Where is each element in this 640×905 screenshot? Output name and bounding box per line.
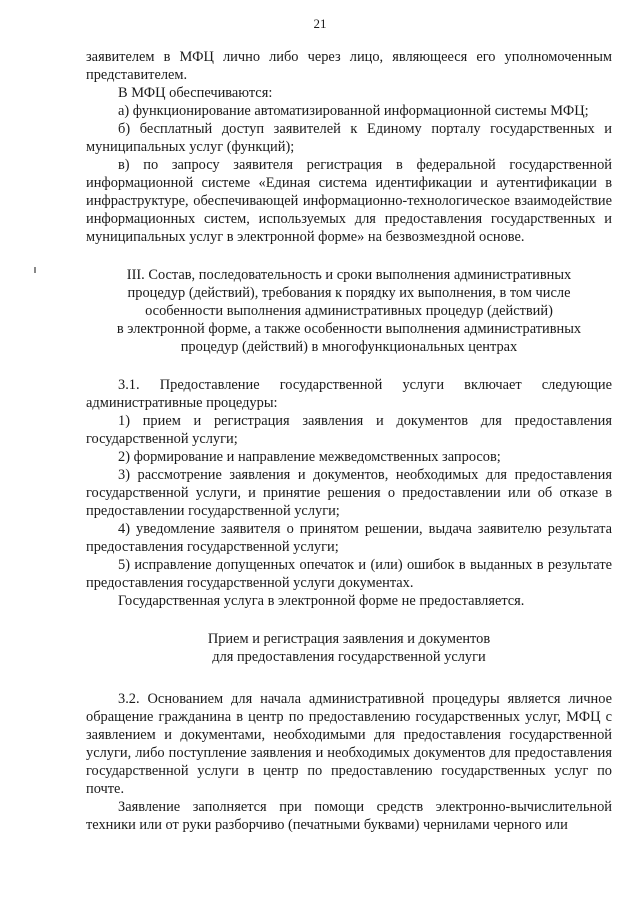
list-item-v: в) по запросу заявителя регистрация в федеральной государственной информационной системе «Единая система идентификации и аутентификации в инфраструктуре, обеспечивающей информационно-технологическое взаимодействие информационных систем, используемых для предоставления государственных и муниципальных услуг в электронной форме» на безвозмездной основе.	[86, 157, 612, 245]
subsection-heading-line: Прием и регистрация заявления и документов	[207, 631, 491, 647]
page-number: 21	[313, 16, 327, 31]
list-item-a: а) функционирование автоматизированной информационной системы МФЦ;	[118, 103, 589, 119]
subsection-heading-line: для предоставления государственной услуги	[212, 649, 486, 665]
paragraph-application-filling: Заявление заполняется при помощи средств электронно-вычислительной техники или от руки разборчиво (печатными буквами) чернилами черного или	[86, 799, 612, 833]
procedure-item-3: 3) рассмотрение заявления и документов, необходимых для предоставления государственной услуги, и принятие решения о предоставлении или об отказе в предоставлении государственной услуги;	[86, 467, 612, 519]
section-heading-line: III. Состав, последовательность и сроки выполнения административных	[126, 267, 572, 283]
section-heading	[86, 266, 612, 356]
procedure-item-5: 5) исправление допущенных опечаток и (или) ошибок в выданных в результате предоставления государственной услуги документах.	[86, 557, 612, 591]
procedure-item-1: 1) прием и регистрация заявления и документов для предоставления государственной услуги;	[86, 413, 612, 447]
subsection-heading	[86, 630, 612, 666]
procedure-item-2: 2) формирование и направление межведомственных запросов;	[118, 449, 501, 465]
procedure-item-4: 4) уведомление заявителя о принятом решении, выдача заявителю результата предоставления государственной услуги;	[86, 521, 612, 555]
section-heading-line: в электронной форме, а также особенности выполнения административных	[116, 321, 582, 337]
paragraph-no-electronic: Государственная услуга в электронной форме не предоставляется.	[118, 593, 525, 609]
paragraph-3-2: 3.2. Основанием для начала административной процедуры является личное обращение гражданина в центр по предоставлению государственных услуг, МФЦ с заявлением и документами, необходимыми для предоставления государственной услуги, либо поступление заявления и необходимых документов для предоставления государственной услуги в центр по предоставлению государственных услуг по почте.	[86, 691, 612, 797]
margin-mark	[34, 267, 36, 273]
section-heading-line: особенности выполнения административных процедур (действий)	[145, 303, 553, 319]
paragraph-3-1: 3.1. Предоставление государственной услуги включает следующие административные процедуры:	[86, 377, 612, 411]
section-heading-line: процедур (действий) в многофункциональных центрах	[180, 339, 518, 355]
list-item-b: б) бесплатный доступ заявителей к Единому порталу государственных и муниципальных услуг (функций);	[86, 121, 612, 155]
document-body	[86, 48, 612, 834]
paragraph-continuation: заявителем в МФЦ лично либо через лицо, являющееся его уполномоченным представителем.	[86, 49, 612, 83]
paragraph-mfc-provides: В МФЦ обеспечиваются:	[118, 85, 273, 101]
section-heading-line: процедур (действий), требования к порядку их выполнения, в том числе	[127, 285, 571, 301]
